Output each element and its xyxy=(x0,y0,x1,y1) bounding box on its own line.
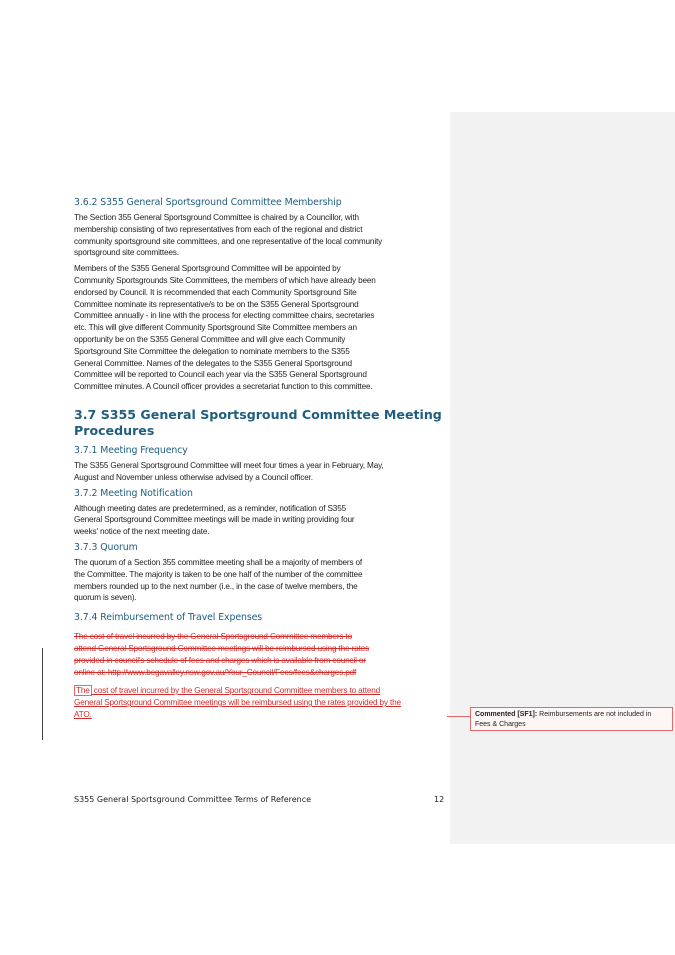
heading-3-7-4: 3.7.4 Reimbursement of Travel Expenses xyxy=(74,612,263,624)
text-line: endorsed by Council. It is recommended that each Community Sportsground Site xyxy=(74,287,357,297)
heading-3-7-3: 3.7.3 Quorum xyxy=(74,541,138,553)
paragraph-quorum xyxy=(74,557,446,604)
text-line: Committee will be reported to Council each year via the S355 General Sportsground xyxy=(74,370,367,380)
comment-text: Reimbursements are not included in xyxy=(537,711,652,718)
paragraph-membership xyxy=(74,212,446,259)
comment-pane xyxy=(450,112,675,844)
heading-line: 3.7 S355 General Sportsground Committee Meeting xyxy=(74,406,442,422)
heading-3-7 xyxy=(74,407,446,439)
text-line: Committee minutes. A Council officer provides a secretariat function to this committee. xyxy=(74,382,373,392)
heading-3-6-2: 3.6.2 S355 General Sportsground Committee Membership xyxy=(74,197,342,208)
text-line: The Section 355 General Sportsground Committee is chaired by a Councillor, with xyxy=(74,213,359,222)
text-line: community sportsground site committees, and one representative of the local community xyxy=(74,236,383,246)
text-line: quorum is seven). xyxy=(74,593,137,603)
text-line: attend General Sportsground Committee meetings will be reimbursed using the rates xyxy=(74,644,370,654)
text-line: Community Sportsgrounds Site Committees, the members of which have already been xyxy=(74,275,376,285)
text-line: Sportsground Site Committee the delegation to nominate members to the S355 xyxy=(74,346,350,356)
text-line: membership consisting of two representatives from each of the regional and district xyxy=(74,224,363,234)
footer-title: S355 General Sportsground Committee Terms of Reference xyxy=(74,795,312,804)
text-line: opportunity be on the S355 General Committee and will give each Community xyxy=(74,334,346,344)
text-line: Committee annually - in line with the process for electing committee chairs, secretaries xyxy=(74,311,375,321)
text-line xyxy=(74,685,446,697)
text-line: online at: http://www.begavalley.nsw.gov.au/Your_Council/Fees/fees&charges.pdf xyxy=(74,668,357,678)
text-line: The cost of travel incurred by the General Sportsground Committee members to xyxy=(74,632,353,642)
document-body xyxy=(74,197,446,721)
text-line: General Committee. Names of the delegates to the S355 General Sportsground xyxy=(74,358,352,368)
text-line: provided in council's schedule of fees and charges which is available from council or xyxy=(74,656,366,666)
heading-3-7-1: 3.7.1 Meeting Frequency xyxy=(74,444,188,456)
comment-anchor[interactable]: The xyxy=(76,686,90,696)
text-line: weeks' notice of the next meeting date. xyxy=(74,527,210,537)
text-line: etc. This will give different Community Sportsground Site Committee members an xyxy=(74,323,357,333)
change-bar xyxy=(42,648,43,740)
paragraph-notification xyxy=(74,503,446,538)
text-line: members rounded up to the next number (i.e., in the case of twelve members, the xyxy=(74,581,358,591)
text-line: Although meeting dates are predetermined, as a reminder, notification of S355 xyxy=(74,503,347,513)
paragraph-appointment xyxy=(74,263,446,393)
text-line: The quorum of a Section 355 committee meeting shall be a majority of members of xyxy=(74,557,363,567)
text-line: Committee nominate its representative/s to be on the S355 General Sportsground xyxy=(74,299,359,309)
text-line: ATO. xyxy=(74,710,92,720)
text-line: sportsground site committees. xyxy=(74,248,179,258)
deleted-text[interactable] xyxy=(74,631,446,679)
text-line: Members of the S355 General Sportsground Committee will be appointed by xyxy=(74,264,341,274)
page-number: 12 xyxy=(434,795,445,804)
inserted-text[interactable] xyxy=(74,685,446,721)
text-line: The S355 General Sportsground Committee will meet four times a year in February, May, xyxy=(74,460,384,470)
comment-author: Commented [SF1]: xyxy=(475,711,538,718)
text-line: General Sportsground Committee meetings will be made in writing providing four xyxy=(74,515,355,525)
comment-connector xyxy=(447,716,470,717)
heading-3-7-2: 3.7.2 Meeting Notification xyxy=(74,487,193,499)
text-line: August and November unless otherwise advised by a Council officer. xyxy=(74,472,313,482)
text-line: General Sportsground Committee meetings will be reimbursed using the rates provided by the xyxy=(74,698,401,708)
comment-text: Fees & Charges xyxy=(475,720,526,728)
heading-line: Procedures xyxy=(74,422,155,438)
comment-balloon[interactable] xyxy=(470,707,673,731)
text-line: the Committee. The majority is taken to be one half of the number of the committee xyxy=(74,569,363,579)
text-run: cost of travel incurred by the General Sportsground Committee members to attend xyxy=(91,686,381,696)
paragraph-frequency xyxy=(74,460,446,484)
